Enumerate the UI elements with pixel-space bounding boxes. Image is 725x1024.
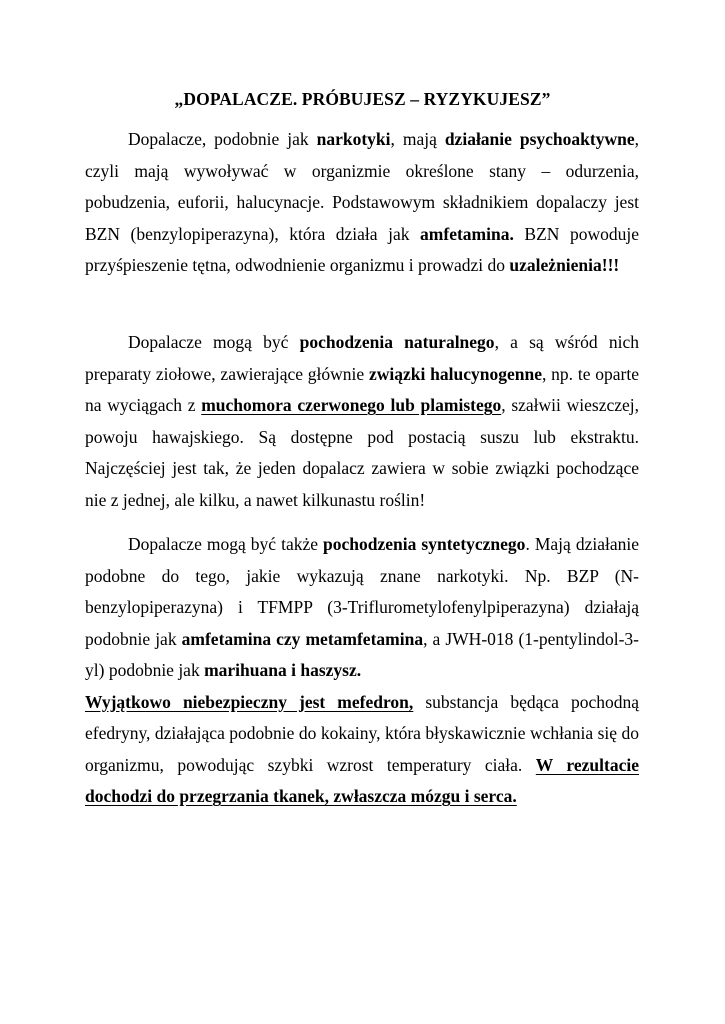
paragraph-3-bold-3: marihuana i haszysz. bbox=[204, 660, 362, 680]
paragraph-1-bold-3: amfetamina. bbox=[420, 223, 514, 244]
paragraph-2-bold-2: związki halucynogenne bbox=[368, 363, 542, 384]
paragraph-1-bold-1: narkotyki bbox=[316, 129, 391, 149]
paragraph-3-bold-2: amfetamina czy metamfetamina bbox=[181, 628, 424, 649]
paragraph-1-text-2: , mają bbox=[390, 129, 445, 149]
paragraph-2-text-2: , a są wśród nich preparaty ziołowe, zawierające głównie bbox=[85, 332, 639, 384]
paragraph-1-text-3: , czyli mają wywoływać w organizmie określone stany – odurzenia, pobudzenia, euforii, halucynacje. Podstawowym składnikiem dopalaczy jest BZN (benzylopiperazyna), która działa jak bbox=[85, 129, 639, 244]
paragraph-1-text-1: Dopalacze, podobnie jak bbox=[128, 129, 317, 149]
paragraph-1 bbox=[85, 124, 639, 282]
paragraph-3-bold-underlined-2: W rezultacie dochodzi do przegrzania tkanek, zwłaszcza mózgu i serca. bbox=[85, 754, 639, 806]
paragraph-3-bold-1: pochodzenia syntetycznego bbox=[323, 534, 526, 554]
paragraph-1-text-4: BZN powoduje przyśpieszenie tętna, odwodnienie organizmu i prowadzi do bbox=[85, 223, 639, 275]
paragraph-1-bold-4: uzależnienia!!! bbox=[509, 255, 620, 275]
paragraph-2-text-1: Dopalacze mogą być bbox=[128, 332, 300, 352]
paragraph-2 bbox=[85, 327, 639, 516]
paragraph-3-text-1: Dopalacze mogą być także bbox=[128, 534, 324, 554]
paragraph-3-text-4: substancja będąca pochodną efedryny, działająca podobnie do kokainy, która błyskawicznie wchłania się do organizmu, powodując szybki wzrost temperatury ciała. bbox=[85, 691, 639, 775]
paragraph-2-bold-underlined-1: muchomora czerwonego lub plamistego bbox=[201, 395, 502, 415]
paragraph-2-text-3: , np. te oparte na wyciągach z bbox=[85, 363, 639, 415]
paragraph-3 bbox=[85, 529, 639, 813]
paragraph-3-bold-underlined-1: Wyjątkowo niebezpieczny jest mefedron, bbox=[85, 691, 414, 712]
paragraph-2-bold-1: pochodzenia naturalnego bbox=[299, 332, 495, 352]
paragraph-2-text-4: , szałwii wieszczej, powoju hawajskiego. Są dostępne pod postacią suszu lub ekstraktu. Najczęściej jest tak, że jeden dopalacz zawiera w sobie związki pochodzące nie z jednej, ale kilku, a nawet kilkunastu roślin! bbox=[85, 395, 639, 510]
page-title: „DOPALACZE. PRÓBUJESZ – RYZYKUJESZ” bbox=[174, 89, 551, 109]
paragraph-1-bold-2: działanie psychoaktywne bbox=[444, 129, 635, 149]
paragraph-3-text-3: , a JWH-018 (1-pentylindol-3-yl) podobnie jak bbox=[85, 628, 639, 680]
paragraph-3-text-2: . Mają działanie podobne do tego, jakie wykazują znane narkotyki. Np. BZP (N-benzylopiperazyna) i TFMPP (3-Triflurometylofenylpiperazyna) działają podobnie jak bbox=[85, 534, 639, 649]
